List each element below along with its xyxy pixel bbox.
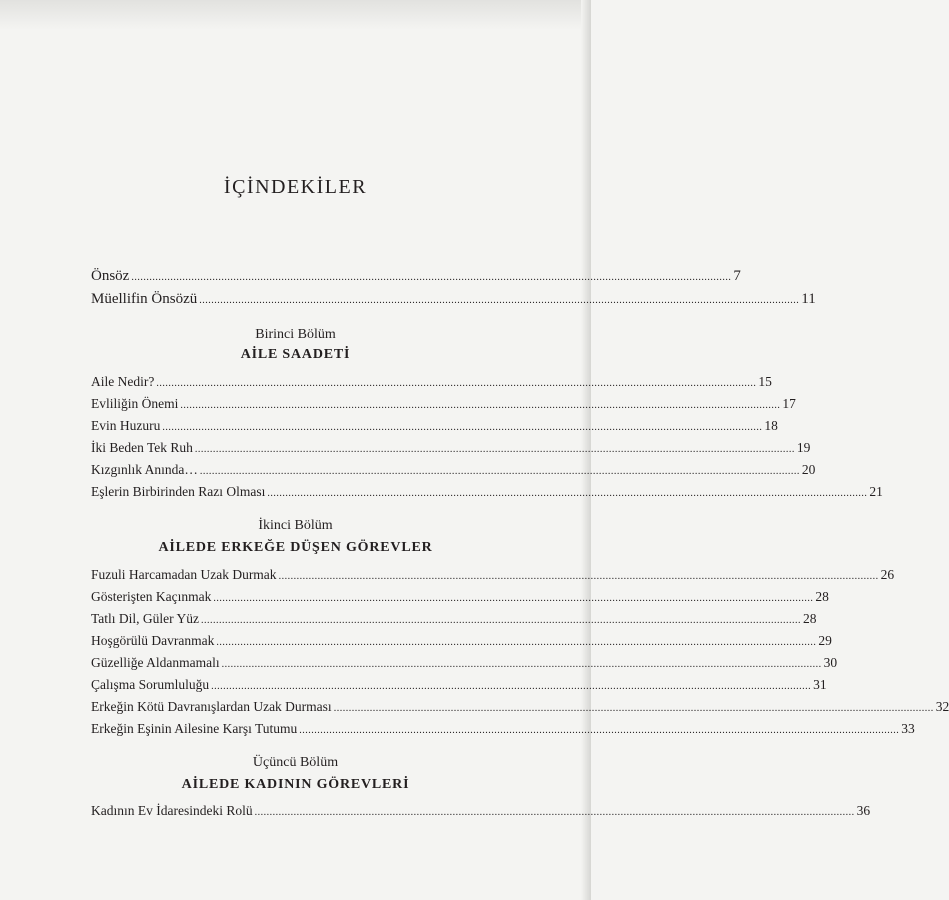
toc-entry bbox=[91, 633, 832, 653]
toc-entry-page: 28 bbox=[803, 611, 817, 626]
page-title: İÇİNDEKİLER bbox=[223, 176, 368, 198]
toc-entry-title: Erkeğin Eşinin Ailesine Karşı Tutumu bbox=[91, 721, 298, 736]
toc-entry-title: Güzelliğe Aldanmamalı bbox=[91, 655, 220, 670]
toc-leader: ........................................................................................................................................................................................................ bbox=[156, 378, 757, 389]
toc-entry bbox=[91, 374, 772, 394]
toc-leader: ........................................................................................................................................................................................................ bbox=[254, 807, 855, 818]
toc-leader: ........................................................................................................................................................................................................ bbox=[216, 637, 817, 648]
toc-entry-title: Önsöz bbox=[91, 268, 130, 284]
toc-entry-page: 33 bbox=[901, 721, 915, 736]
toc-leader: ........................................................................................................................................................................................................ bbox=[199, 466, 800, 477]
toc-entry-page: 7 bbox=[733, 268, 741, 284]
toc-leader: ........................................................................................................................................................................................................ bbox=[131, 272, 732, 283]
toc-entry bbox=[91, 677, 827, 697]
toc-entry bbox=[91, 418, 778, 438]
toc-entry-page: 26 bbox=[880, 567, 895, 582]
toc-entry-title: Çalışma Sorumluluğu bbox=[91, 677, 210, 692]
toc-leader: ........................................................................................................................................................................................................ bbox=[278, 571, 879, 582]
toc-leader: ........................................................................................................................................................................................................ bbox=[180, 400, 781, 411]
toc-leader: ........................................................................................................................................................................................................ bbox=[194, 444, 795, 455]
toc-leader: ........................................................................................................................................................................................................ bbox=[162, 422, 763, 433]
toc-entry-page: 11 bbox=[801, 291, 816, 307]
toc-leader: ........................................................................................................................................................................................................ bbox=[333, 703, 934, 714]
section-heading: AİLEDE ERKEĞE DÜŞEN GÖREVLER bbox=[158, 540, 433, 555]
toc-entry-muellifin-onsozu bbox=[91, 291, 816, 311]
toc-entry-title: Kadının Ev İdaresindeki Rolü bbox=[91, 803, 253, 818]
section-heading: AİLEDE KADININ GÖREVLERİ bbox=[181, 777, 410, 792]
toc-entry-page: 20 bbox=[801, 462, 816, 477]
toc-entry-title: Gösterişten Kaçınmak bbox=[91, 589, 212, 604]
toc-entry-page: 15 bbox=[758, 374, 772, 389]
toc-entry bbox=[91, 440, 811, 460]
toc-leader: ........................................................................................................................................................................................................ bbox=[267, 488, 868, 499]
toc-entry bbox=[91, 721, 915, 741]
toc-leader: ........................................................................................................................................................................................................ bbox=[201, 615, 802, 626]
toc-entry-title: Kızgınlık Anında… bbox=[91, 462, 198, 477]
toc-entry-onsoz bbox=[91, 268, 741, 288]
toc-leader: ........................................................................................................................................................................................................ bbox=[199, 295, 800, 306]
toc-entry-title: Erkeğin Kötü Davranışlardan Uzak Durması bbox=[91, 699, 332, 714]
toc-entry bbox=[91, 699, 949, 719]
toc-entry-page: 17 bbox=[782, 396, 796, 411]
toc-entry bbox=[91, 567, 895, 587]
section-label: İkinci Bölüm bbox=[258, 518, 333, 533]
toc-leader: ........................................................................................................................................................................................................ bbox=[213, 593, 814, 604]
toc-entry bbox=[91, 484, 883, 504]
toc-entry-title: Müellifin Önsözü bbox=[91, 291, 198, 307]
section-heading: AİLE SAADETİ bbox=[240, 347, 351, 362]
section-label: Birinci Bölüm bbox=[255, 327, 336, 342]
toc-entry-title: Eşlerin Birbirinden Razı Olması bbox=[91, 484, 266, 499]
toc-entry-page: 28 bbox=[815, 589, 829, 604]
toc-entry-page: 18 bbox=[764, 418, 778, 433]
toc-entry-title: Evin Huzuru bbox=[91, 418, 161, 433]
toc-entry bbox=[91, 611, 817, 631]
toc-entry bbox=[91, 396, 796, 416]
toc-entry-page: 29 bbox=[818, 633, 832, 648]
toc-entry bbox=[91, 589, 829, 609]
toc-entry bbox=[91, 803, 871, 823]
section-label: Üçüncü Bölüm bbox=[252, 755, 339, 770]
toc-entry bbox=[91, 462, 816, 482]
toc-leader: ........................................................................................................................................................................................................ bbox=[211, 681, 812, 692]
toc-entry-page: 30 bbox=[823, 655, 838, 670]
toc-entry bbox=[91, 655, 838, 675]
toc-entry-page: 31 bbox=[813, 677, 827, 692]
toc-entry-title: Fuzuli Harcamadan Uzak Durmak bbox=[91, 567, 277, 582]
toc-entry-page: 36 bbox=[856, 803, 871, 818]
toc-entry-title: Hoşgörülü Davranmak bbox=[91, 633, 215, 648]
toc-entry-title: Aile Nedir? bbox=[91, 374, 155, 389]
toc-entry-title: Tatlı Dil, Güler Yüz bbox=[91, 611, 200, 626]
toc-leader: ........................................................................................................................................................................................................ bbox=[221, 659, 822, 670]
toc-entry-page: 19 bbox=[796, 440, 811, 455]
toc-entry-title: Evliliğin Önemi bbox=[91, 396, 179, 411]
toc-entry-page: 21 bbox=[869, 484, 883, 499]
toc-entry-title: İki Beden Tek Ruh bbox=[91, 440, 193, 455]
toc-leader: ........................................................................................................................................................................................................ bbox=[299, 725, 900, 736]
toc-entry-page: 32 bbox=[935, 699, 949, 714]
